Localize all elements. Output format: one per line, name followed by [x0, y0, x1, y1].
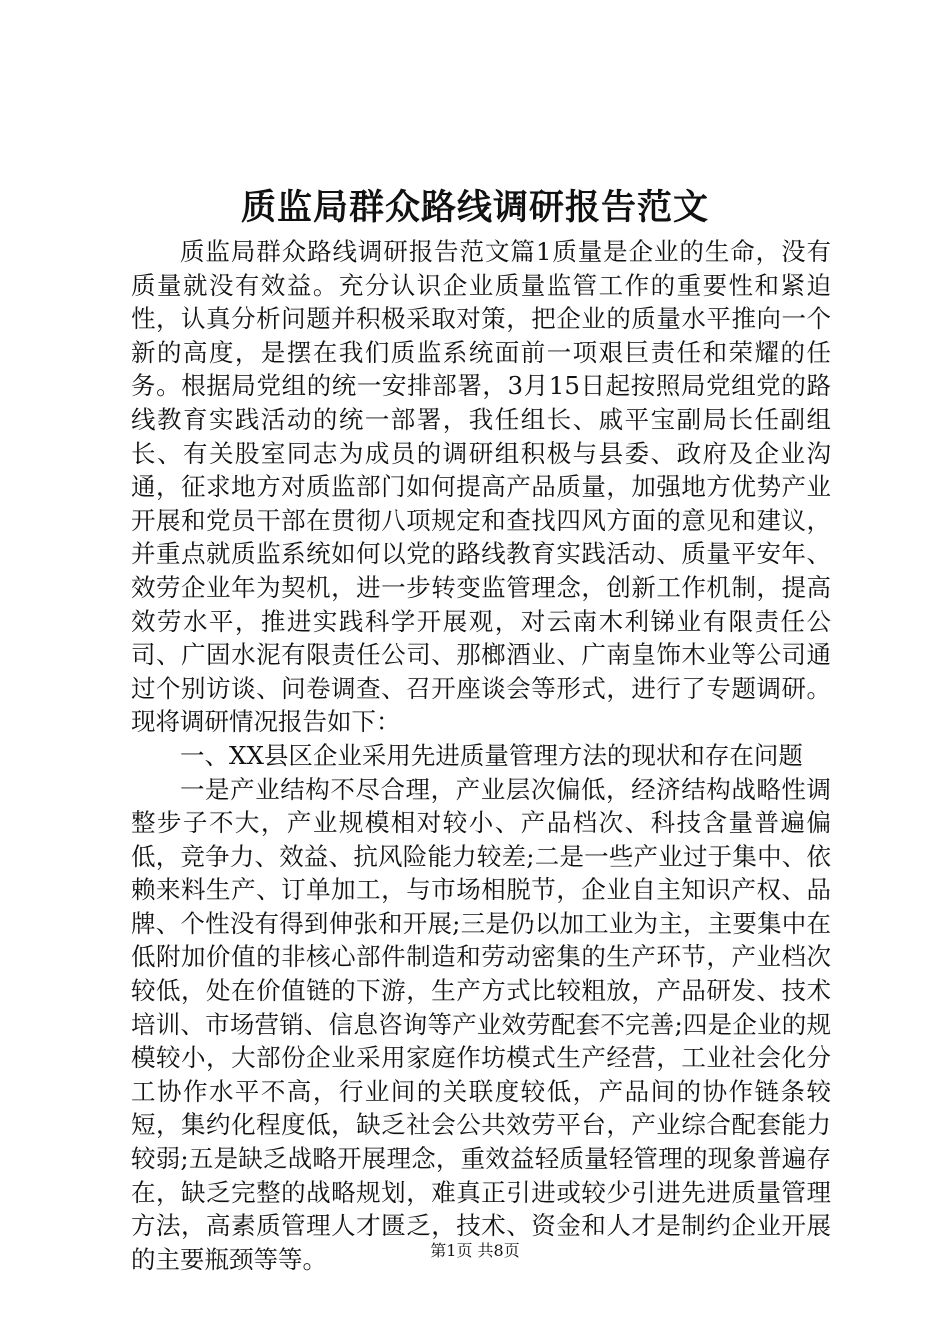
section-heading-1: 一、XX县区企业采用先进质量管理方法的现状和存在问题	[180, 740, 803, 770]
paragraph-problems: 一是产业结构不尽合理，产业层次偏低，经济结构战略性调整步子不大，产业规模相对较小、产品档次、科技含量普遍偏低，竞争力、效益、抗风险能力较差;二是一些产业过于集中、依赖来料生产、订单加工，与市场相脱节，企业自主知识产权、品牌、个性没有得到伸张和开展;三是仍以加工业为主，主要集中在低附加价值的非核心部件制造和劳动密集的生产环节，产业档次较低，处在价值链的下游，生产方式比较粗放，产品研发、技术培训、市场营销、信息咨询等产业效劳配套不完善;四是企业的规模较小，大部份企业采用家庭作坊模式生产经营，工业社会化分工协作水平不高，行业间的关联度较低，产品间的协作链条较短，集约化程度低，缺乏社会公共效劳平台，产业综合配套能力较弱;五是缺乏战略开展理念，重效益轻质量轻管理的现象普遍存在，缺乏完整的战略规划，难真正引进或较少引进先进质量管理方法，高素质管理人才匮乏，技术、资金和人才是制约企业开展的主要瓶颈等等。	[131, 774, 831, 1274]
document-title: 质监局群众路线调研报告范文	[240, 187, 709, 228]
paragraph-intro: 质监局群众路线调研报告范文篇1质量是企业的生命，没有质量就没有效益。充分认识企业质量监管工作的重要性和紧迫性，认真分析问题并积极采取对策，把企业的质量水平推向一个新的高度，是摆在我们质监系统面前一项艰巨责任和荣耀的任务。根据局党组的统一安排部署，3月15日起按照局党组党的路线教育实践活动的统一部署，我任组长、戚平宝副局长任副组长、有关股室同志为成员的调研组积极与县委、政府及企业沟通，征求地方对质监部门如何提高产品质量，加强地方优势产业开展和党员干部在贯彻八项规定和查找四风方面的意见和建议，并重点就质监系统如何以党的路线教育实践活动、质量平安年、效劳企业年为契机，进一步转变监管理念，创新工作机制，提高效劳水平，推进实践科学开展观，对云南木利锑业有限责任公司、广固水泥有限责任公司、那榔酒业、广南皇饰木业等公司通过个别访谈、问卷调查、召开座谈会等形式，进行了专题调研。现将调研情况报告如下：	[131, 237, 831, 737]
document-body	[131, 235, 831, 1276]
page-number-footer: 第1页 共8页	[430, 1241, 520, 1260]
